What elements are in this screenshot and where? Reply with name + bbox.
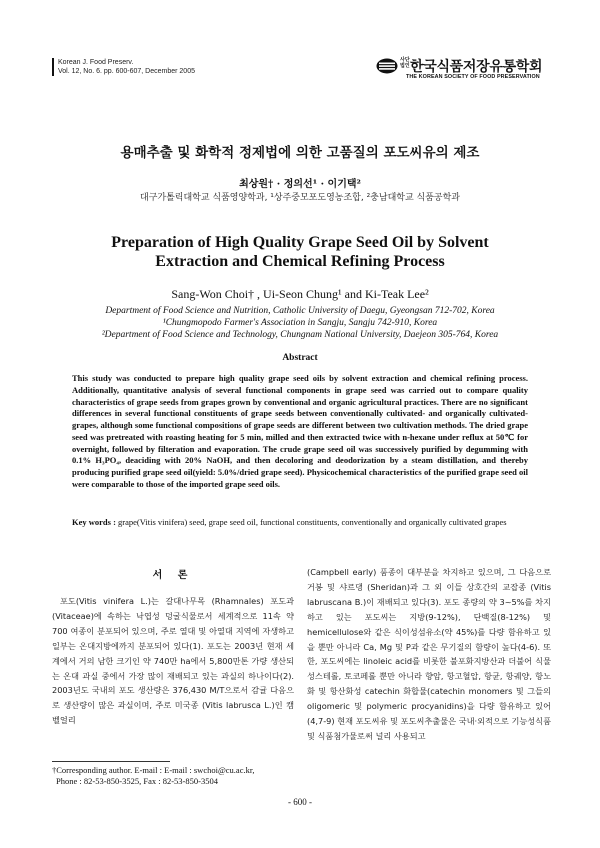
- society-small-label: 사단 법인: [400, 57, 410, 69]
- journal-volume: Vol. 12, No. 6. pp. 600-607, December 2005: [58, 68, 195, 75]
- keywords-text: grape(Vitis vinifera) seed, grape seed oil, functional constituents, conventionally and organically cultivated grapes: [118, 517, 507, 527]
- title-korean: 용매추출 및 화학적 정제법에 의한 고품질의 포도씨유의 제조: [120, 145, 480, 161]
- society-name-en: THE KOREAN SOCIETY OF FOOD PRESERVATION: [406, 74, 540, 80]
- keywords-label: Key words :: [72, 517, 116, 527]
- body-column-right: [307, 565, 551, 744]
- authors-english: Sang-Won Choi† , Ui-Seon Chung¹ and Ki-Teak Lee²: [171, 287, 429, 301]
- society-logo-icon: [376, 58, 398, 74]
- title-english-line2: Extraction and Chemical Refining Process: [155, 253, 445, 270]
- affiliations-korean: 대구가톨릭대학교 식품영양학과, ¹상주중모포도영농조합, ²충남대학교 식품공학과: [140, 193, 460, 203]
- page-number: - 600 -: [288, 797, 312, 807]
- affiliation-3: ²Department of Food Science and Technology, Chungnam National University, Daejeon 305-764, Korea: [101, 330, 499, 340]
- body-paragraph: (Campbell early) 품종이 대부분을 차지하고 있으며, 그 다음으로 거봉 및 샤르댕 (Sheridan)과 그 외 이들 상호간의 교잡종 (Vitis labruscana B.)이 재배되고 있다(3). 포도 종량의 약 3~5%를 차지하고 있는 포도씨는 지방(9-12%), 단백질(8-12%) 및 hemicellulose와 같은 식이성섬유소(약 45%)를 다량 함유하고 있을 뿐만 아니라 Ca, Mg 및 P과 같은 무기질의 함량이 높다(4-6). 또한, 포도씨에는 linoleic acid를 비롯한 불포화지방산과 더불어 식물성스테롤, 토코페롤 뿐만 아니라 향암, 항고혈압, 항균, 항궤양, 항노화 및 항산화성 catechin 화합물(catechin monomers 및 그들의 oligomeric 및 polymeric procyanidins)을 다량 함유하고 있어(4,7-9) 현재 포도씨유 및 포도씨추출물은 국내·외적으로 기능성식품 및 식품첨가물로써 널리 사용되고: [307, 567, 551, 741]
- society-header: [370, 56, 550, 84]
- society-name-ko: 한국식품저장유통학회: [410, 59, 543, 75]
- authors-korean: 최상원† · 정의선¹ · 이기택²: [239, 179, 361, 190]
- journal-name: Korean J. Food Preserv.: [58, 59, 134, 66]
- title-english: [0, 233, 600, 271]
- corresponding-author-footnote: [52, 765, 302, 787]
- title-english-line1: Preparation of High Quality Grape Seed Oil by Solvent: [111, 234, 489, 251]
- footnote-email: †Corresponding author. E-mail : E-mail : swchoi@cu.ac.kr,: [52, 765, 255, 775]
- footnote-divider: [52, 761, 170, 762]
- abstract-heading: Abstract: [282, 353, 318, 363]
- affiliation-2: ¹Chungmopodo Farmer's Association in Sangju, Sangju 742-910, Korea: [162, 318, 438, 328]
- body-column-left: [52, 594, 294, 728]
- abstract-text: This study was conducted to prepare high quality grape seed oils by solvent extraction and chemical refining process. Additionally, quantitative analysis of several functional components in grape seed was carried out to compare quality characteristics of grape seeds from grapes grown by conventional and organic agricultural practices. There are no significant differences in several functional constituents of grape seeds between conventionally cultivated- and organically cultivated-grapes, although some functional compositions of grape seeds are different between two cultivation methods. The dried grape seed was pretreated with roasting heating for 5 min, milled and then extracted twice with n-hexane under reflux at 50℃ for overnight, followed by filteration and evaporation. The crude grape seed oil was successively purified by degumming with 0.1% H₃PO₄, deaciding with 20% NaOH, and then decoloring and deodorization by a steam distillation, and thereby producing purified grape seed oil(yield: 5.0%/dried grape seed). Physicochemical characteristics of the purified grape seed oil were comparable to those of the imported grape seed oils.: [72, 373, 528, 489]
- journal-citation: [52, 58, 195, 76]
- keywords: [72, 516, 528, 528]
- footnote-phone: Phone : 82-53-850-3525, Fax : 82-53-850-3504: [56, 776, 218, 786]
- affiliation-1: Department of Food Science and Nutrition, Catholic University of Daegu, Gyeongsan 712-702, Korea: [105, 306, 495, 316]
- affiliations-english: [0, 305, 600, 341]
- section-heading-introduction: 서 론: [152, 570, 194, 581]
- body-paragraph: 포도(Vitis vinifera L.)는 갈대나무목 (Rhamnales) 포도과 (Vitaceae)에 속하는 낙엽성 덩굴식물로서 세계적으로 11속 약 700 여종이 분포되어 있으며, 주로 열대 및 아열대 지역에 자생하고 일부는 온대지방에까지 분포되어 있다(1). 포도는 2003년 현재 세계에서 거의 남한 크기인 약 740만 ha에서 5,800만톤 가량 생산되는 온대 과실 중에서 가장 많이 재배되고 있는 과실의 하나이다(2). 2003년도 국내의 포도 생산량은 376,430 M/T으로서 감귤 다음으로 생산량이 많은 과실이며, 주로 미국종 (Vitis labrusca L.)인 캠벨얼리: [52, 596, 294, 726]
